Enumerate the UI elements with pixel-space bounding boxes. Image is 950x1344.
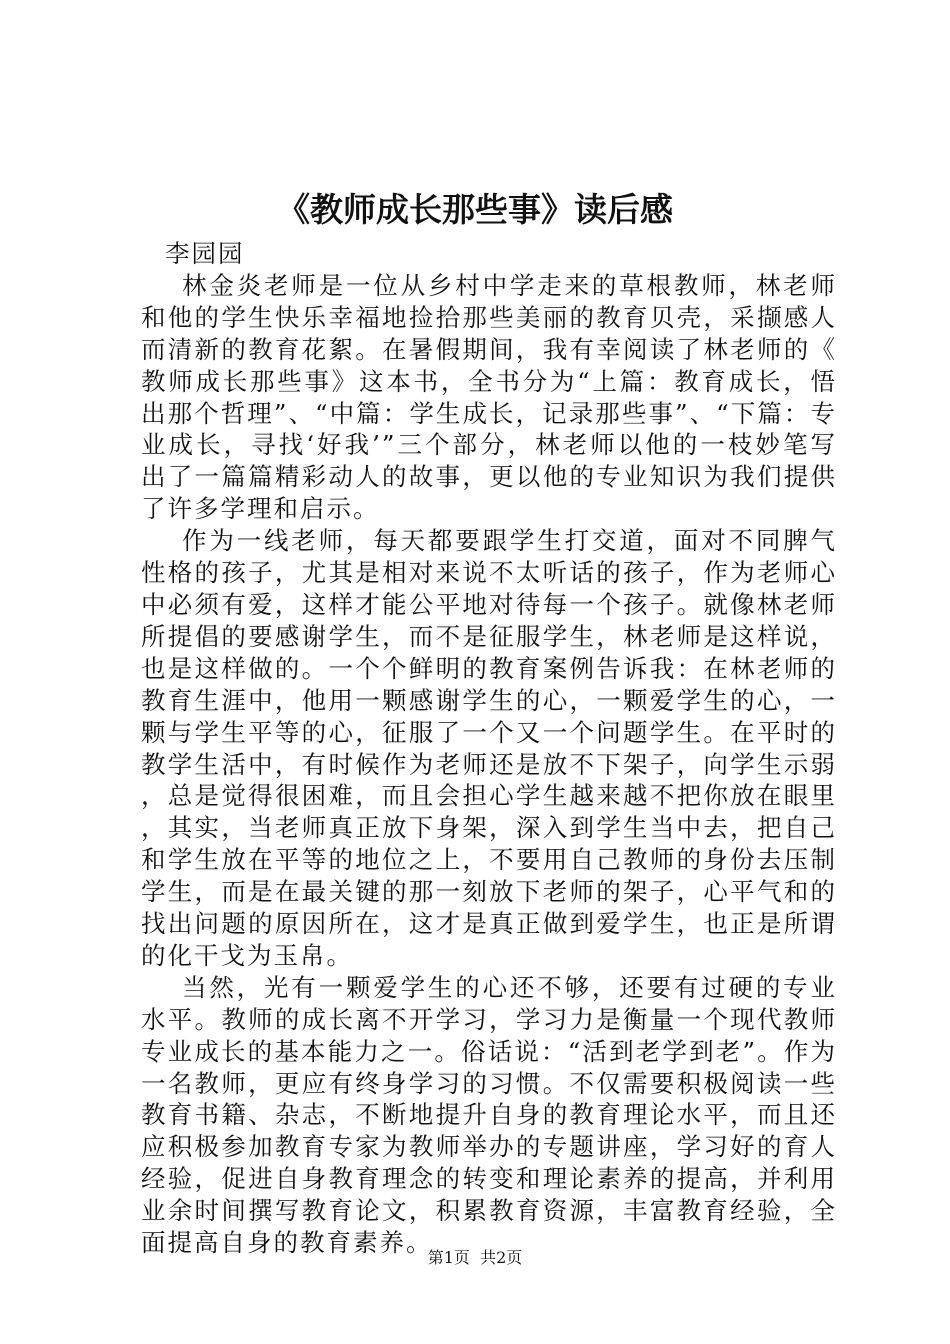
author-name: 李园园	[165, 239, 245, 268]
document-title: 《教师成长那些事》读后感	[277, 190, 673, 229]
document-body	[141, 238, 837, 1259]
paragraph-1: 林金炎老师是一位从乡村中学走来的草根教师，林老师和他的学生快乐幸福地捡拾那些美丽的教育贝壳，采撷感人而清新的教育花絮。在暑假期间，我有幸阅读了林老师的《教师成长那些事》这本书，全书分为“上篇：教育成长，悟出那个哲理”、“中篇：学生成长，记录那些事”、“下篇：专业成长，寻找‘好我’”三个部分，林老师以他的一枝妙笔写出了一篇篇精彩动人的故事，更以他的专业知识为我们提供了许多学理和启示。	[141, 270, 837, 524]
page-footer: 第1页 共2页	[427, 1248, 523, 1267]
paragraph-3: 当然，光有一颗爱学生的心还不够，还要有过硬的专业水平。教师的成长离不开学习，学习力是衡量一个现代教师专业成长的基本能力之一。俗话说：“活到老学到老”。作为一名教师，更应有终身学习的习惯。不仅需要积极阅读一些教育书籍、杂志，不断地提升自身的教育理论水平，而且还应积极参加教育专家为教师举办的专题讲座，学习好的育人经验，促进自身教育理念的转变和理论素养的提高，并利用业余时间撰写教育论文，积累教育资源，丰富教育经验，全面提高自身的教育素养。	[141, 972, 837, 1258]
paragraph-2: 作为一线老师，每天都要跟学生打交道，面对不同脾气性格的孩子，尤其是相对来说不太听话的孩子，作为老师心中必须有爱，这样才能公平地对待每一个孩子。就像林老师所提倡的要感谢学生，而不是征服学生，林老师是这样说，也是这样做的。一个个鲜明的教育案例告诉我：在林老师的教育生涯中，他用一颗感谢学生的心，一颗爱学生的心，一颗与学生平等的心，征服了一个又一个问题学生。在平时的教学生活中，有时候作为老师还是放不下架子，向学生示弱，总是觉得很困难，而且会担心学生越来越不把你放在眼里，其实，当老师真正放下身架，深入到学生当中去，把自己和学生放在平等的地位之上，不要用自己教师的身份去压制学生，而是在最关键的那一刻放下老师的架子，心平气和的找出问题的原因所在，这才是真正做到爱学生，也正是所谓的化干戈为玉帛。	[141, 526, 837, 970]
